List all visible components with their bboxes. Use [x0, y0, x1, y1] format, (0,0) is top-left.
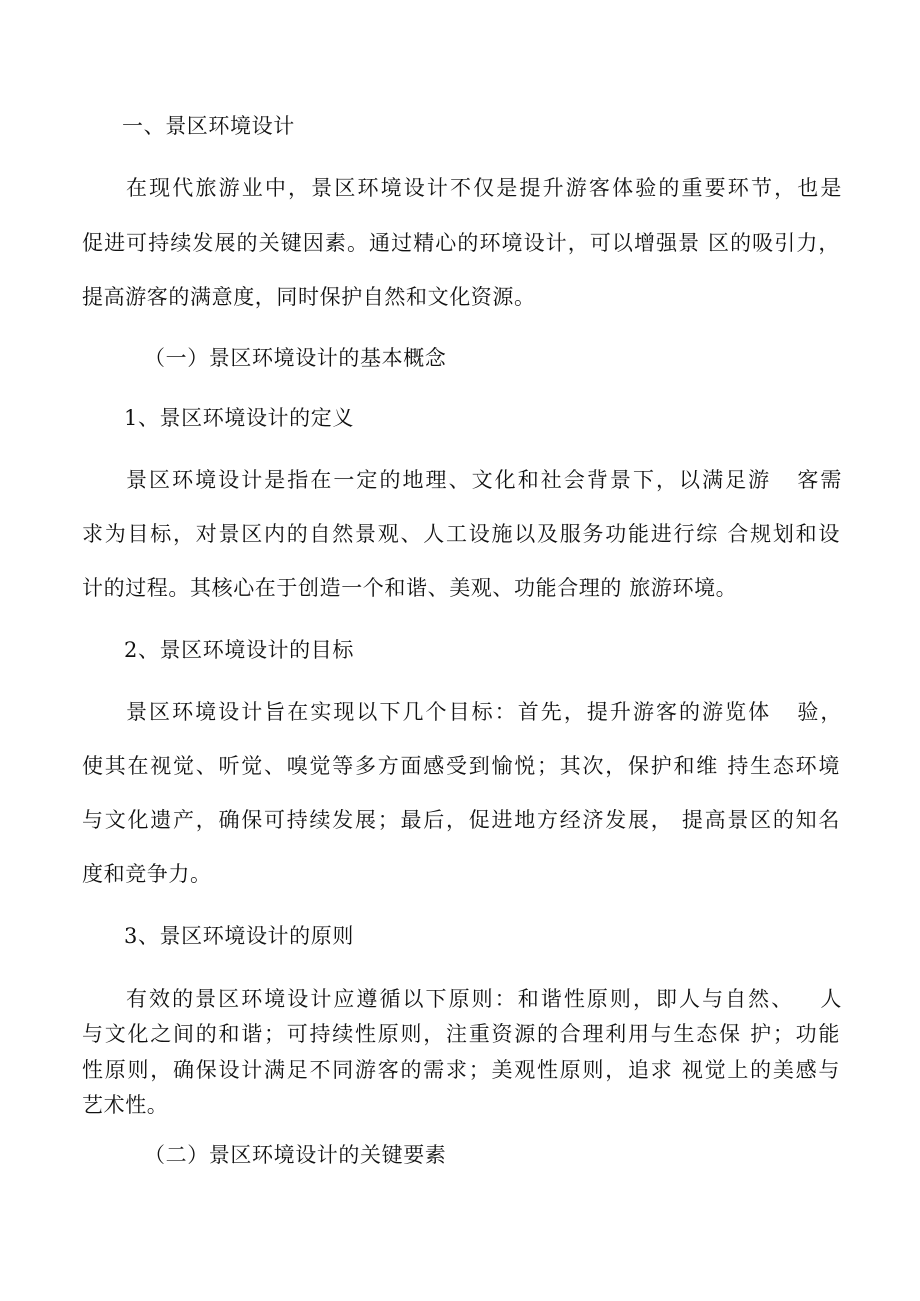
subsection-heading: 3、景区环境设计的原则 — [124, 924, 354, 948]
subsection-heading: 2、景区环境设计的目标 — [124, 638, 354, 662]
paragraph-line: 提高游客的满意度，同时保护自然和文化资源。 — [82, 285, 536, 309]
paragraph-line: 在现代旅游业中，景区环境设计不仅是提升游客体验的重要环节，也是 — [126, 176, 842, 200]
paragraph-line: 度和竞争力。 — [82, 862, 212, 886]
paragraph-line: 与文化之间的和谐；可持续性原则，注重资源的合理利用与生态保 护；功能 — [82, 1022, 840, 1046]
paragraph-line: 促进可持续发展的关键因素。通过精心的环境设计，可以增强景 区的吸引力， — [82, 231, 840, 255]
paragraph-line: 使其在视觉、听觉、嗅觉等多方面感受到愉悦；其次，保护和维 持生态环境 — [82, 754, 840, 778]
paragraph-line: 艺术性。 — [82, 1093, 169, 1117]
subsection-heading: 1、景区环境设计的定义 — [124, 406, 354, 430]
paragraph-line: 计的过程。其核心在于创造一个和谐、美观、功能合理的 旅游环境。 — [82, 576, 738, 600]
paragraph-line: 性原则，确保设计满足不同游客的需求；美观性原则，追求 视觉上的美感与 — [82, 1058, 840, 1082]
paragraph-line: 景区环境设计是指在一定的地理、文化和社会背景下，以满足游 客需 — [126, 468, 842, 492]
heading-level-1: 一、景区环境设计 — [122, 114, 295, 138]
paragraph-line: 与文化遗产，确保可持续发展；最后，促进地方经济发展， 提高景区的知名 — [82, 808, 840, 832]
section-heading: （一）景区环境设计的基本概念 — [144, 346, 447, 370]
paragraph-line: 求为目标，对景区内的自然景观、人工设施以及服务功能进行综 合规划和设 — [82, 522, 840, 546]
paragraph-line: 景区环境设计旨在实现以下几个目标：首先，提升游客的游览体 验， — [126, 700, 842, 724]
paragraph-line: 有效的景区环境设计应遵循以下原则：和谐性原则，即人与自然、 人 — [126, 987, 842, 1011]
section-heading: （二）景区环境设计的关键要素 — [144, 1143, 447, 1167]
